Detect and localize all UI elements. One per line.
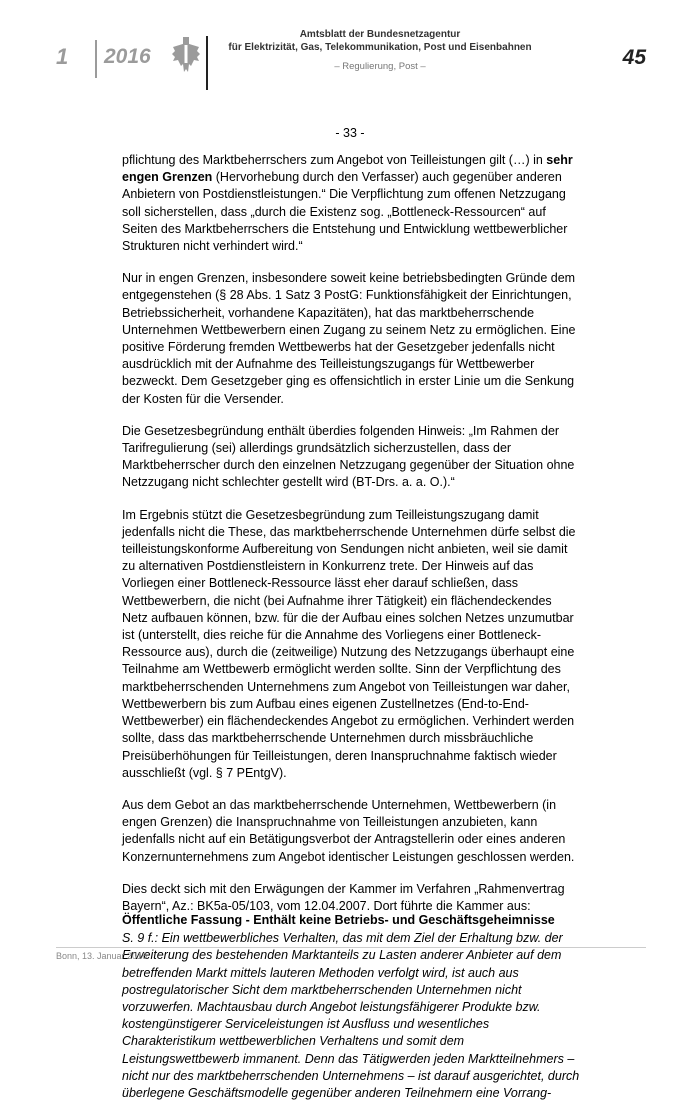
gazette-subtitle: für Elektrizität, Gas, Telekommunikation, Post und Eisenbahnen [228,42,532,53]
federal-eagle-icon [170,34,202,76]
issue-number: 1 [56,44,69,69]
paragraph [122,152,580,255]
public-version-notice: Öffentliche Fassung - Enthält keine Betriebs- und Geschäftsgeheimnisse [122,913,555,927]
paragraph-text: pflichtung des Marktbeherrschers zum Angebot von Teilleistungen gilt (…) in [122,153,547,167]
header-divider [95,40,97,78]
document-body [122,152,580,1102]
emphasis-text: sehr engen Grenzen [122,153,573,185]
issue-year: 2016 [104,45,151,68]
footer-date: Bonn, 13. Januar 2016 [56,951,148,961]
paragraph: Im Ergebnis stützt die Gesetzesbegründung zum Teilleistungszugang damit jedenfalls nicht die These, das marktbeherrschende Unternehmen dürfe selbst die teilleistungskonforme Aufbereitung von Sendungen nicht anbieten, weil sie damit zu alternativen Postdienstleistern in Konkurrenz trete. Der Hinweis auf das Vorliegen einer Bottleneck-Ressource lässt eher darauf schließen, dass Wettbewerbern, die nicht (bei Aufnahme ihrer Tätigkeit) ein flächendeckendes Netz aufbauen können, bzw. für die der Aufbau eines solchen Netzes unzumutbar ist (unterstellt, dies reiche für die Annahme des Vorliegens einer Bottleneck-Ressource aus), durch die (zeitweilige) Nutzung des Netzzugangs überhaupt eine Teilnahme am Wettbewerb ermöglicht werden sollte. Sinn der Verpflichtung des marktbeherrschenden Unternehmens zum Angebot von Teilleistungen war daher, Wettbewerbern bis zum Aufbau eines eigenen Zustellnetzes (End-to-End-Wettbewerber) ein flächendeckendes Angebot zu ermöglichen. Verhindert werden sollte, dass das marktbeherrschende Unternehmen durch missbräuchliche Preisüberhöhungen für Teilleistungen, deren Inanspruchnahme faktisch wieder ausschließt (vgl. § 7 PEntgV). [122,507,576,780]
gazette-title: Amtsblatt der Bundesnetzagentur [299,29,461,40]
paragraph: Aus dem Gebot an das marktbeherrschende Unternehmen, Wettbewerbern (in engen Grenzen) die Inanspruchnahme von Teilleistungen anzubieten, kann jedenfalls nicht auf ein Betätigungsverbot der Antragstellerin oder eines anderen Konzernunternehmens zum Angebot identischer Leistungen geschlossen werden. [122,797,575,864]
paragraph: Dies deckt sich mit den Erwägungen der Kammer im Verfahren „Rahmenvertrag Bayern“, Az.: BK5a-05/103, vom 12.04.2007. Dort führte die Kammer aus: [122,881,565,913]
gazette-section: – Regulierung, Post – [334,61,426,72]
document-page-marker: - 33 - [335,126,365,140]
gazette-page-number: 45 [622,46,646,69]
paragraph-text: (Hervorhebung durch den Verfasser) auch gegenüber anderen Anbietern von Postdienstleistungen.“ Die Verpflichtung zum offenen Netzzugang soll sicherstellen, dass „durch die Existenz sog. „Bottleneck-Ressourcen“ auf Seiten des Marktbeherrschers die Entstehung und Entwicklung wettbewerblicher Strukturen nicht verhindert wird.“ [122,170,568,254]
footer-divider [56,947,646,948]
paragraph: Nur in engen Grenzen, insbesondere soweit keine betriebsbedingten Gründe dem entgegenstehen (§ 28 Abs. 1 Satz 3 PostG: Funktionsfähigkeit der Einrichtungen, Betriebssicherheit, vorhandene Kapazitäten), hat das marktbeherrschende Unternehmen Wettbewerbern einen Zugang zu seinem Netz zu ermöglichen. Eine positive Förderung fremden Wettbewerbs hat der Gesetzgeber jedenfalls nicht ausdrücklich mit der Aufnahme des Teilleistungszugangs für Wettbewerber bezweckt. Dem Gesetzgeber ging es offensichtlich in erster Linie um die Senkung der Kosten für die Versender. [122,271,576,406]
paragraph: Die Gesetzesbegründung enthält überdies folgenden Hinweis: „Im Rahmen der Tarifregulierung (sei) allerdings grundsätzlich sicherzustellen, dass der Marktbeherrscher durch den einzelnen Netzzugang gegenüber der Situation ohne Netzzugang nicht schlechter gestellt wird (BT-Drs. a. a. O.).“ [122,423,575,490]
gazette-title-block [210,28,550,73]
block-quote: S. 9 f.: Ein wettbewerbliches Verhalten, das mit dem Ziel der Erhaltung bzw. der Erweiterung des bestehenden Marktanteils zu Lasten anderer Anbieter auf dem betreffenden Markt mittels lauteren Methoden verfolgt wird, ist auch aus postregulatorischer Sicht dem marktbeherrschenden Unternehmen nicht vorzuwerfen. Machtausbau durch Angebot leistungsfähigerer Produkte bzw. kostengünstigerer Serviceleistungen ist Ausfluss und wesentliches Charakteristikum wettbewerblichen Verhaltens und somit dem Leistungswettbewerb immanent. Denn das Tätigwerden jeden Marktteilnehmers – nicht nur des marktbeherrschenden Unternehmens – ist darauf ausgerichtet, durch überlegene Geschäftsmodelle gegenüber anderen Teilnehmern eine Vorrang- [122,931,580,1100]
header-divider-dark [206,36,208,90]
